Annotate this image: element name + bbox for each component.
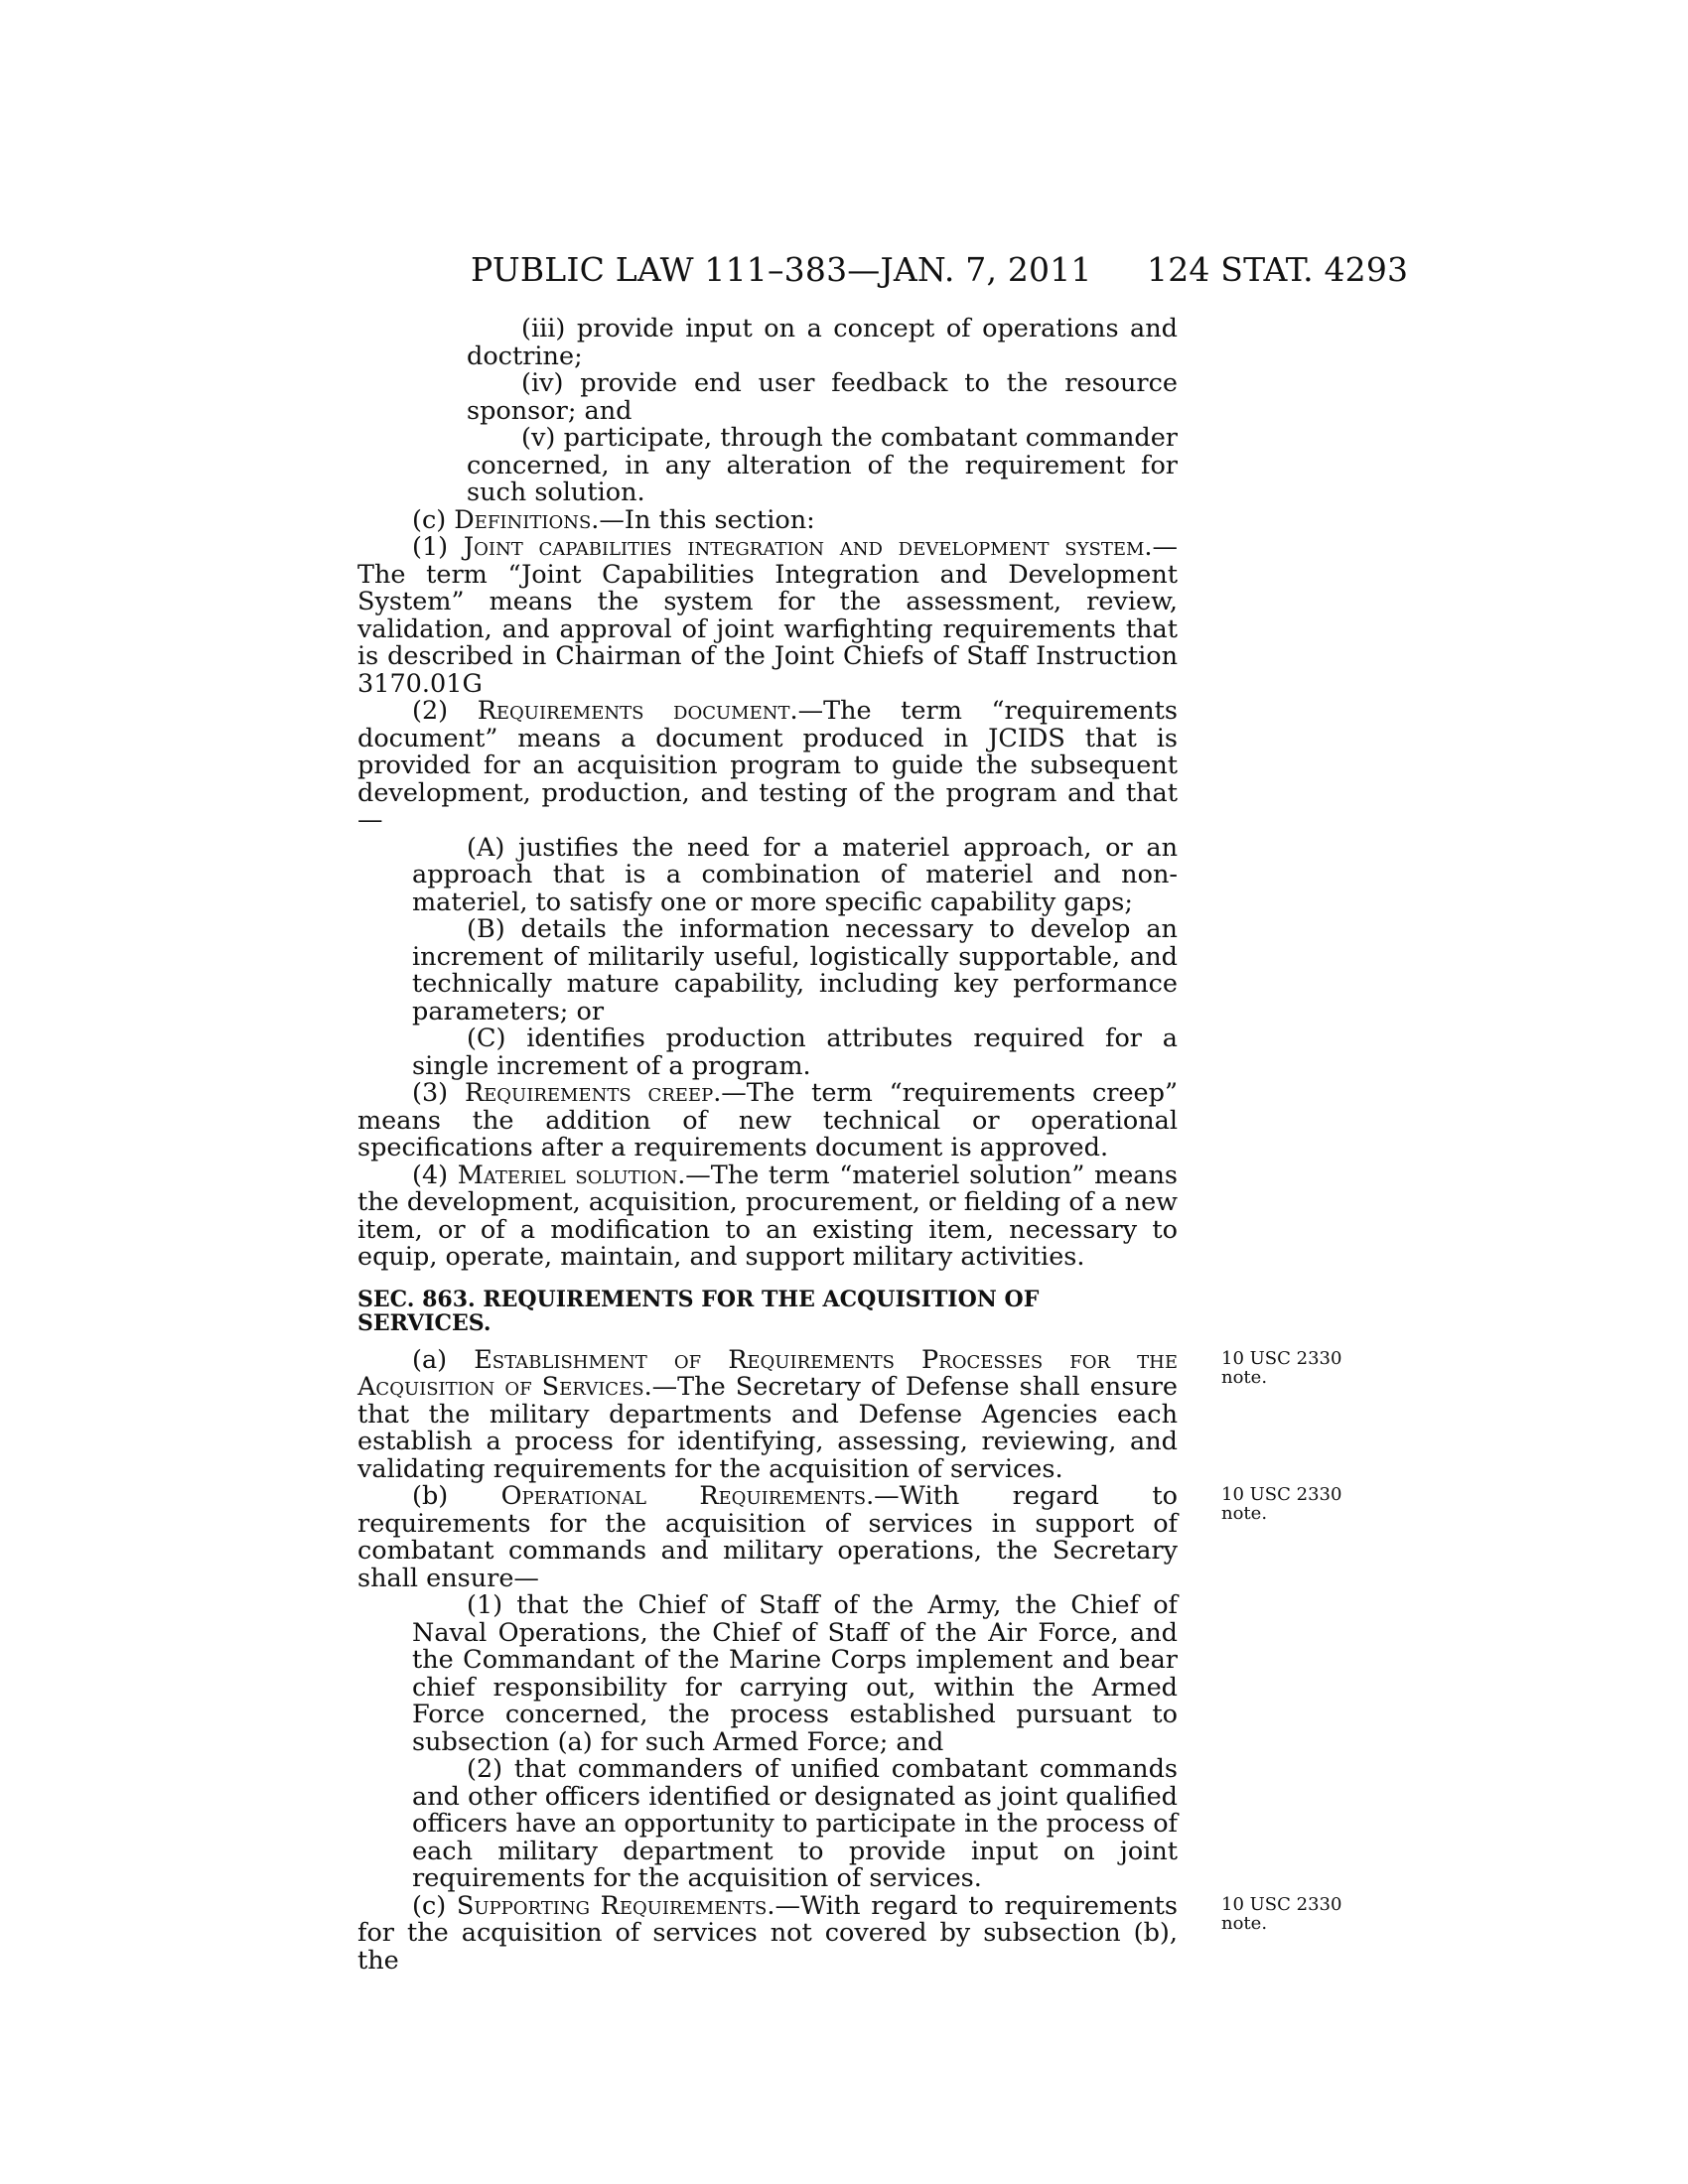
statute-page-number: 124 STAT. 4293	[1147, 250, 1409, 289]
subsection-a	[357, 1344, 1342, 1484]
list-item: (2) that commanders of unified combatant commands and other officers identified or designated as joint qualified officers have an opportunity to participate in the process of each military department to provide input on joint requirements for the acquisition of services.	[412, 1754, 1178, 1893]
margin-note: 10 USC 2330 note.	[1221, 1484, 1342, 1524]
definition-item: (2) Requirements document.—The term “requirements document” means a document produced in JCIDS that is provided for an acquisition program to guide the subsequent development, production, and testing of the program and that—	[357, 696, 1178, 835]
subsection-b	[357, 1481, 1342, 1593]
definition-subitem: (B) details the information necessary to develop an increment of militarily useful, logistically supportable, and technically mature capability, including key performance parameters; or	[412, 914, 1178, 1026]
list-item: (1) that the Chief of Staff of the Army, the Chief of Naval Operations, the Chief of Staff of the Air Force, and the Commandant of the Marine Corps implement and bear chief responsibility for carrying out, within the Armed Force concerned, the process established pursuant to subsection (a) for such Armed Force; and	[412, 1590, 1178, 1757]
margin-note: 10 USC 2330 note.	[1221, 1347, 1342, 1388]
list-item: (iii) provide input on a concept of operations and doctrine;	[467, 314, 1178, 371]
list-item: (v) participate, through the combatant commander concerned, in any alteration of the requirement for such solution.	[467, 423, 1178, 507]
subsection-a-text: (a) Establishment of Requirements Processes for the Acquisition of Services.—The Secretary of Defense shall ensure that the military departments and Defense Agencies each establish a process for identifying, assessing, reviewing, and validating requirements for the acquisition of services.	[357, 1344, 1179, 1484]
running-head-title: PUBLIC LAW 111–383—JAN. 7, 2011	[471, 250, 1092, 289]
definitions-heading: (c) Definitions.—In this section:	[412, 504, 815, 535]
section-heading: SEC. 863. REQUIREMENTS FOR THE ACQUISITION OF SERVICES.	[357, 1286, 1040, 1336]
definition-subitem: (C) identifies production attributes required for a single increment of a program.	[412, 1024, 1178, 1081]
list-item: (iv) provide end user feedback to the resource sponsor; and	[467, 368, 1178, 426]
subsection-c	[357, 1890, 1342, 1976]
definition-item: (4) Materiel solution.—The term “materiel solution” means the development, acquisition, procurement, or fielding of a new item, or of a modification to an existing item, necessary to equip, operate, maintain, and support military activities.	[357, 1160, 1178, 1272]
subsection-c-text: (c) Supporting Requirements.—With regard to requirements for the acquisition of services not covered by subsection (b), the	[357, 1890, 1179, 1976]
definition-item: (1) Joint capabilities integration and development system.—The term “Joint Capabilities Integration and Development System” means the system for the assessment, review, validation, and approval of joint warfighting requirements that is described in Chairman of the Joint Chiefs of Staff Instruction 3170.01G	[357, 532, 1179, 699]
subsection-b-text: (b) Operational Requirements.—With regard to requirements for the acquisition of services in support of combatant commands and military operations, the Secretary shall ensure—	[357, 1481, 1179, 1593]
margin-note: 10 USC 2330 note.	[1221, 1893, 1342, 1934]
definition-item: (3) Requirements creep.—The term “requirements creep” means the addition of new technical or operational specifications after a requirements document is approved.	[357, 1078, 1178, 1162]
page-body	[357, 314, 1342, 1976]
page-header	[0, 250, 1688, 290]
definition-subitem: (A) justifies the need for a materiel approach, or an approach that is a combination of materiel and non-materiel, to satisfy one or more specific capability gaps;	[412, 832, 1178, 917]
